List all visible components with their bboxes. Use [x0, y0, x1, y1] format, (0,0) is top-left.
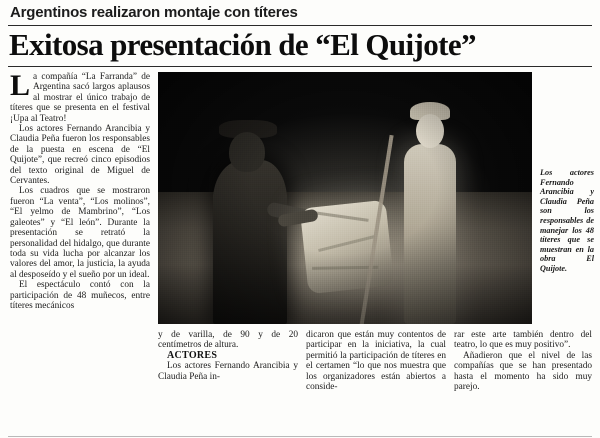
- article-kicker: Argentinos realizaron montaje con títeres: [10, 4, 298, 21]
- photo-grain: [158, 72, 532, 324]
- article-column-3: [306, 330, 446, 392]
- section-subhead: ACTORES: [167, 349, 218, 361]
- paragraph-text: Añadieron que el nivel de las compañías que se han presentado hasta el momento ha sido muy parejo.: [454, 350, 592, 393]
- divider-bottom: [8, 436, 592, 437]
- article-headline: Exitosa presentación de “El Quijote”: [9, 27, 476, 62]
- divider-under-headline: [8, 66, 592, 67]
- article-photo: [158, 72, 532, 324]
- paragraph-text: y de varilla, de 90 y de 20 centímetros de altura.: [158, 330, 298, 351]
- photo-caption: Los actores Fernando Arancibia y Claudia Peña son los responsables de manejar los 48 títeres que se muestran en la obra El Quijote.: [540, 168, 594, 273]
- paragraph-lead: [10, 69, 150, 124]
- paragraph-text: a compañía “La Farranda” de Argentina sacó largos aplausos al mostrar el único trabajo de títeres que se presenta en el festival ¡Upa al Teatro!: [10, 72, 150, 124]
- paragraph-text: dicaron que están muy contentos de participar en la iniciativa, la cual permitió la participación de títeres en el certamen “lo que nos muestra que los organizadores están abiertos a conside-: [306, 330, 446, 393]
- article-column-2: [158, 330, 298, 382]
- article-column-4: [454, 330, 592, 392]
- paragraph-text: El espectáculo contó con la participación de 48 muñecos, entre títeres mecánicos: [10, 280, 150, 311]
- article-column-1: [10, 69, 150, 311]
- divider-top: [8, 25, 592, 26]
- drop-cap: L: [10, 69, 31, 102]
- paragraph-text: Los actores Fernando Arancibia y Claudia Peña fueron los responsables de la puesta en escena de “El Quijote”, que recreó cinco episodios del texto original de Miguel de Cervantes.: [10, 124, 150, 187]
- paragraph-text: Los actores Fernando Arancibia y Claudia Peña in-: [158, 361, 298, 382]
- paragraph-text: rar este arte también dentro del teatro, lo que es muy positivo”.: [454, 330, 592, 351]
- paragraph-text: Los cuadros que se mostraron fueron “La venta”, “Los molinos”, “El yelmo de Mambrino”, “Los galeotes” y “El león”. Durante la presentación se retrató la personalidad del hidalgo, que durante toda su vida lucha por alcanzar los valores del amor, la justicia, la ayuda al desposeído y el sueño por un ideal.: [10, 186, 150, 280]
